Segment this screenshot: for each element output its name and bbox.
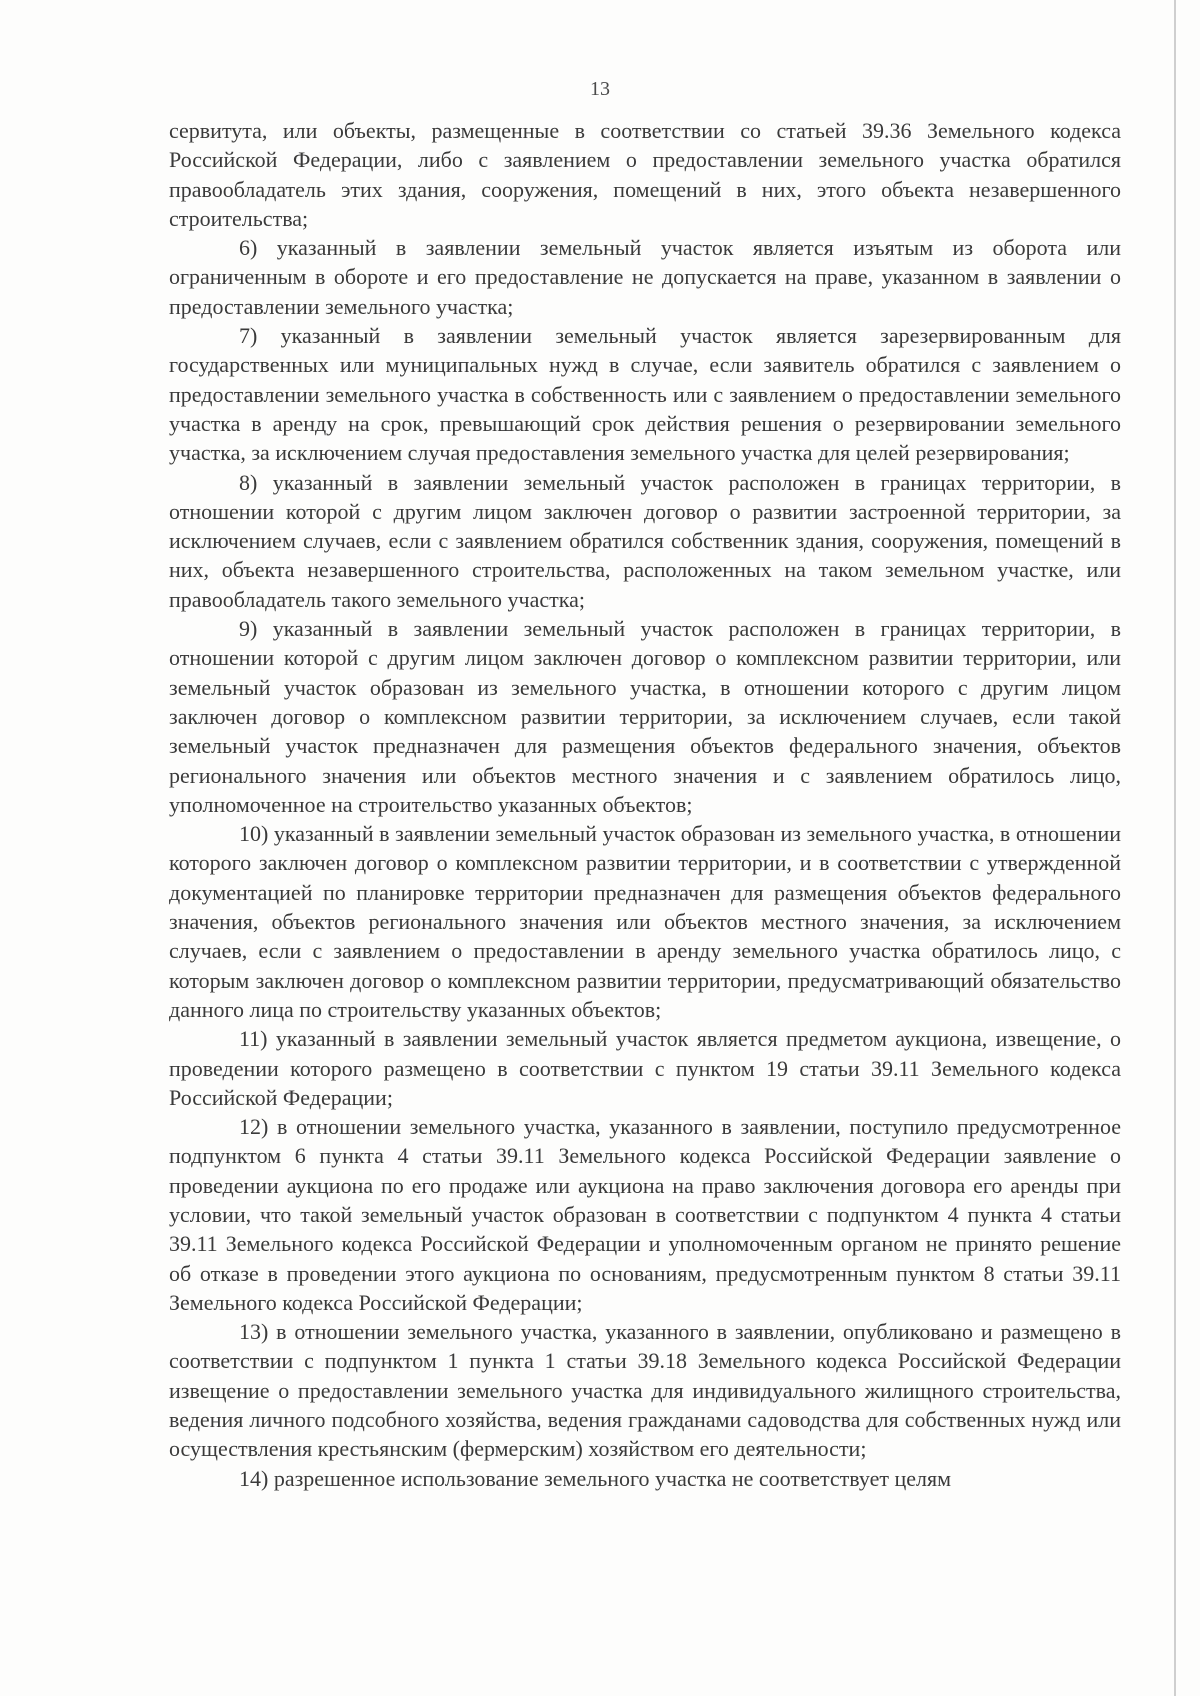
document-body (169, 116, 1121, 1493)
paragraph-item-14: 14) разрешенное использование земельного участка не соответствует целям (239, 1465, 952, 1491)
paragraph-continued: сервитута, или объекты, размещенные в соответствии со статьей 39.36 Земельного кодекса Российской Федерации, либо с заявлением о предоставлении земельного участка обратился правообладатель этих здания, сооружения, помещений в них, этого объекта незавершенного строительства; (169, 118, 1121, 231)
paragraph-item-8: 8) указанный в заявлении земельный участок расположен в границах территории, в отношении которой с другим лицом заключен договор о развитии застроенной территории, за исключением случаев, если с заявлением обратился собственник здания, сооружения, помещений в них, объекта незавершенного строительства, расположенных на таком земельном участке, или правообладатель такого земельного участка; (169, 469, 1121, 612)
paragraph-item-6: 6) указанный в заявлении земельный участок является изъятым из оборота или ограниченным в обороте и его предоставление не допускается на праве, указанном в заявлении о предоставлении земельного участка; (169, 235, 1121, 319)
paragraph-item-11: 11) указанный в заявлении земельный участок является предметом аукциона, извещение, о проведении которого размещено в соответствии с пунктом 19 статьи 39.11 Земельного кодекса Российской Федерации; (169, 1026, 1121, 1110)
paragraph-item-13: 13) в отношении земельного участка, указанного в заявлении, опубликовано и размещено в соответствии с подпунктом 1 пункта 1 статьи 39.18 Земельного кодекса Российской Федерации извещение о предоставлении земельного участка для индивидуального жилищного строительства, ведения личного подсобного хозяйства, ведения гражданами садоводства для собственных нужд или осуществления крестьянским (фермерским) хозяйством его деятельности; (169, 1319, 1121, 1462)
page-edge-shadow (1174, 0, 1176, 1696)
page-number: 13 (590, 78, 610, 100)
paragraph-item-12: 12) в отношении земельного участка, указанного в заявлении, поступило предусмотренное подпунктом 6 пункта 4 статьи 39.11 Земельного кодекса Российской Федерации заявление о проведении аукциона по его продаже или аукциона на право заключения договора его аренды при условии, что такой земельный участок образован в соответствии с подпунктом 4 пункта 4 статьи 39.11 Земельного кодекса Российской Федерации и уполномоченным органом не принято решение об отказе в проведении этого аукциона по основаниям, предусмотренным пунктом 8 статьи 39.11 Земельного кодекса Российской Федерации; (169, 1114, 1121, 1315)
paragraph-item-9: 9) указанный в заявлении земельный участок расположен в границах территории, в отношении которой с другим лицом заключен договор о комплексном развитии территории, или земельный участок образован из земельного участка, в отношении которого с другим лицом заключен договор о комплексном развитии территории, за исключением случаев, если такой земельный участок предназначен для размещения объектов федерального значения, объектов регионального значения или объектов местного значения и с заявлением обратилось лицо, уполномоченное на строительство указанных объектов; (169, 616, 1121, 817)
paragraph-item-7: 7) указанный в заявлении земельный участок является зарезервированным для государственных или муниципальных нужд в случае, если заявитель обратился с заявлением о предоставлении земельного участка в собственность или с заявлением о предоставлении земельного участка в аренду на срок, превышающий срок действия решения о резервировании земельного участка, за исключением случая предоставления земельного участка для целей резервирования; (169, 323, 1121, 466)
paragraph-item-10: 10) указанный в заявлении земельный участок образован из земельного участка, в отношении которого заключен договор о комплексном развитии территории, и в соответствии с утвержденной документацией по планировке территории предназначен для размещения объектов федерального значения, объектов регионального значения или объектов местного значения, за исключением случаев, если с заявлением о предоставлении в аренду земельного участка обратилось лицо, с которым заключен договор о комплексном развитии территории, предусматривающий обязательство данного лица по строительству указанных объектов; (169, 821, 1121, 1022)
